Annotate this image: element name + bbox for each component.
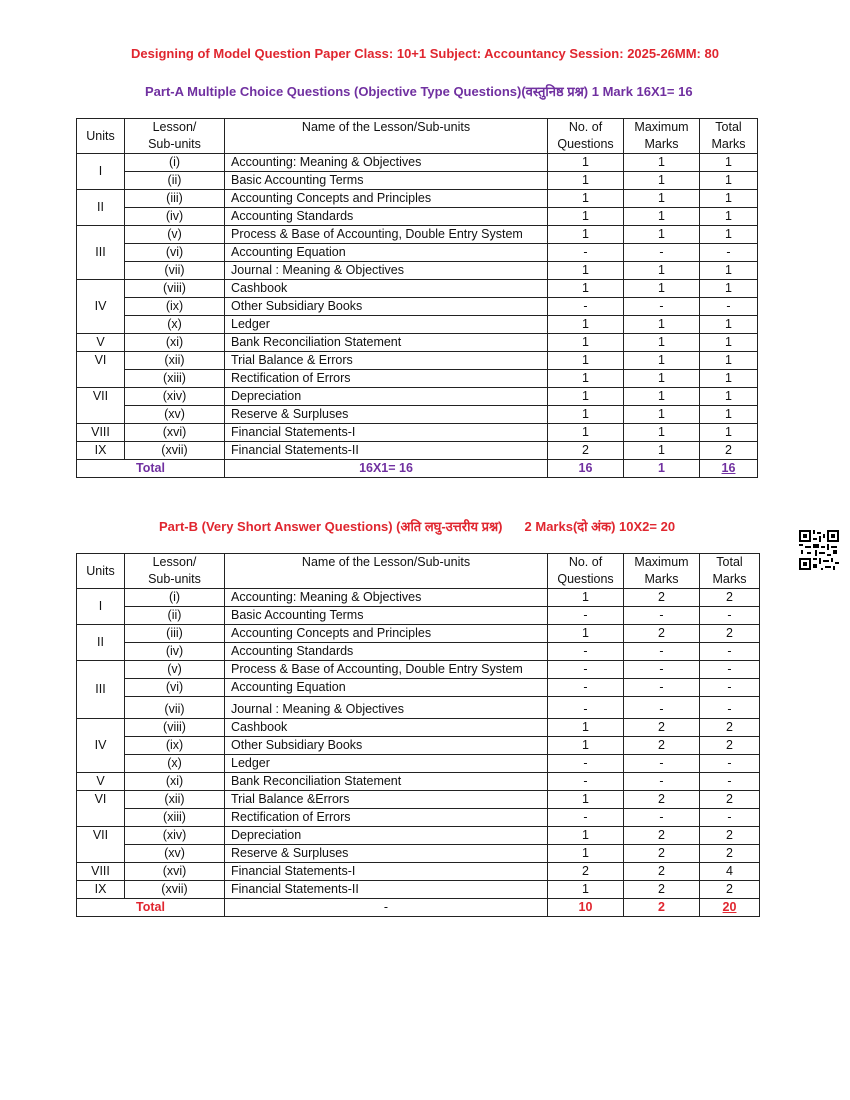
questions-cell: 1 xyxy=(548,334,624,352)
lesson-name-cell: Other Subsidiary Books xyxy=(225,298,548,316)
part-a-heading: Part-A Multiple Choice Questions (Objective Type Questions)(वस्तुनिष्ठ प्रश्न) 1 Mark 16X1= 16 xyxy=(145,84,693,99)
max-marks-cell: 1 xyxy=(624,352,700,370)
total-marks-cell: 2 xyxy=(700,827,760,845)
lesson-name-cell: Process & Base of Accounting, Double Entry System xyxy=(225,661,548,679)
questions-cell: 1 xyxy=(548,881,624,899)
total-row xyxy=(77,899,760,917)
table-row xyxy=(77,316,758,334)
sub-unit-cell: (xv) xyxy=(125,406,225,424)
max-marks-cell: 1 xyxy=(624,172,700,190)
max-marks-cell: - xyxy=(624,643,700,661)
total-marks: 16 xyxy=(700,460,758,478)
table-row xyxy=(77,737,760,755)
lesson-name-cell: Bank Reconciliation Statement xyxy=(225,773,548,791)
questions-cell: 1 xyxy=(548,154,624,172)
total-marks-cell: - xyxy=(700,661,760,679)
sub-unit-cell: (xvi) xyxy=(125,424,225,442)
lesson-name-cell: Cashbook xyxy=(225,280,548,298)
questions-cell: 1 xyxy=(548,226,624,244)
part-b-heading-marks: 2 Marks(दो अंक) 10X2= 20 xyxy=(524,519,676,534)
col-header-questions: No. of Questions xyxy=(548,119,624,154)
total-marks-cell: 4 xyxy=(700,863,760,881)
table-row xyxy=(77,190,758,208)
questions-cell: 1 xyxy=(548,845,624,863)
total-marks-cell: - xyxy=(700,244,758,262)
sub-unit-cell: (xi) xyxy=(125,334,225,352)
total-marks-cell: 2 xyxy=(700,589,760,607)
unit-cell: IX xyxy=(77,442,125,460)
table-row xyxy=(77,719,760,737)
table-row xyxy=(77,208,758,226)
col-header-total-marks: Total Marks xyxy=(700,554,760,589)
max-marks-cell: 1 xyxy=(624,370,700,388)
max-marks-cell: 2 xyxy=(624,863,700,881)
unit-cell: V xyxy=(77,334,125,352)
lesson-name-cell: Reserve & Surpluses xyxy=(225,845,548,863)
sub-unit-cell: (xv) xyxy=(125,845,225,863)
lesson-name-cell: Accounting Standards xyxy=(225,208,548,226)
lesson-name-cell: Trial Balance &Errors xyxy=(225,791,548,809)
questions-cell: 1 xyxy=(548,406,624,424)
unit-cell: VIII xyxy=(77,424,125,442)
sub-unit-cell: (iv) xyxy=(125,643,225,661)
questions-cell: - xyxy=(548,661,624,679)
max-marks-cell: 2 xyxy=(624,881,700,899)
sub-unit-cell: (xii) xyxy=(125,352,225,370)
sub-unit-cell: (xiii) xyxy=(125,370,225,388)
lesson-name-cell: Depreciation xyxy=(225,827,548,845)
total-max-marks: 1 xyxy=(624,460,700,478)
sub-unit-cell: (iii) xyxy=(125,625,225,643)
total-marks-cell: 1 xyxy=(700,334,758,352)
col-header-max-marks: Maximum Marks xyxy=(624,119,700,154)
sub-unit-cell: (i) xyxy=(125,154,225,172)
lesson-name-cell: Cashbook xyxy=(225,719,548,737)
total-marks-cell: 2 xyxy=(700,881,760,899)
lesson-name-cell: Financial Statements-I xyxy=(225,424,548,442)
table-row xyxy=(77,406,758,424)
max-marks-cell: - xyxy=(624,773,700,791)
lesson-name-cell: Other Subsidiary Books xyxy=(225,737,548,755)
max-marks-cell: 1 xyxy=(624,442,700,460)
total-marks-cell: - xyxy=(700,643,760,661)
sub-unit-cell: (xvii) xyxy=(125,881,225,899)
table-row xyxy=(77,370,758,388)
total-row xyxy=(77,460,758,478)
total-marks-cell: - xyxy=(700,697,760,719)
sub-unit-cell: (ix) xyxy=(125,298,225,316)
lesson-name-cell: Financial Statements-I xyxy=(225,863,548,881)
max-marks-cell: 1 xyxy=(624,334,700,352)
paper-title: Designing of Model Question Paper Class: 10+1 Subject: Accountancy Session: 2025-26MM: 80 xyxy=(131,46,719,61)
questions-cell: - xyxy=(548,773,624,791)
total-marks-cell: - xyxy=(700,755,760,773)
questions-cell: 1 xyxy=(548,388,624,406)
max-marks-cell: 2 xyxy=(624,827,700,845)
total-marks-cell: 1 xyxy=(700,154,758,172)
questions-cell: 1 xyxy=(548,352,624,370)
total-marks-cell: 1 xyxy=(700,226,758,244)
lesson-name-cell: Accounting Equation xyxy=(225,244,548,262)
questions-cell: - xyxy=(548,809,624,827)
lesson-name-cell: Bank Reconciliation Statement xyxy=(225,334,548,352)
total-marks-cell: 2 xyxy=(700,442,758,460)
total-marks-cell: 1 xyxy=(700,172,758,190)
max-marks-cell: 2 xyxy=(624,719,700,737)
total-marks: 20 xyxy=(700,899,760,917)
max-marks-cell: 1 xyxy=(624,424,700,442)
total-questions: 16 xyxy=(548,460,624,478)
sub-unit-cell: (vi) xyxy=(125,679,225,697)
questions-cell: 1 xyxy=(548,589,624,607)
sub-unit-cell: (xvi) xyxy=(125,863,225,881)
total-marks-cell: - xyxy=(700,679,760,697)
lesson-name-cell: Accounting Concepts and Principles xyxy=(225,190,548,208)
questions-cell: 1 xyxy=(548,280,624,298)
max-marks-cell: - xyxy=(624,679,700,697)
total-marks-cell: 1 xyxy=(700,262,758,280)
max-marks-cell: 1 xyxy=(624,406,700,424)
unit-cell: III xyxy=(77,661,125,719)
table-row xyxy=(77,172,758,190)
unit-cell: VII xyxy=(77,388,125,424)
table-row xyxy=(77,697,760,719)
lesson-name-cell: Ledger xyxy=(225,316,548,334)
total-formula: - xyxy=(225,899,548,917)
lesson-name-cell: Process & Base of Accounting, Double Entry System xyxy=(225,226,548,244)
col-header-questions: No. of Questions xyxy=(548,554,624,589)
questions-cell: 1 xyxy=(548,827,624,845)
questions-cell: 1 xyxy=(548,791,624,809)
unit-cell: III xyxy=(77,226,125,280)
sub-unit-cell: (vii) xyxy=(125,262,225,280)
lesson-name-cell: Journal : Meaning & Objectives xyxy=(225,262,548,280)
questions-cell: - xyxy=(548,643,624,661)
questions-cell: 1 xyxy=(548,370,624,388)
part-b-heading-title: Part-B (Very Short Answer Questions) (अति लघु-उत्तरीय प्रश्न) xyxy=(159,519,503,534)
table-row xyxy=(77,388,758,406)
questions-cell: - xyxy=(548,298,624,316)
max-marks-cell: 1 xyxy=(624,262,700,280)
max-marks-cell: 2 xyxy=(624,845,700,863)
lesson-name-cell: Ledger xyxy=(225,755,548,773)
sub-unit-cell: (ix) xyxy=(125,737,225,755)
max-marks-cell: 2 xyxy=(624,791,700,809)
questions-cell: - xyxy=(548,755,624,773)
table-row xyxy=(77,298,758,316)
unit-cell: II xyxy=(77,190,125,226)
total-marks-cell: 1 xyxy=(700,316,758,334)
questions-cell: - xyxy=(548,244,624,262)
total-marks-cell: 1 xyxy=(700,388,758,406)
part-b-table xyxy=(76,553,760,917)
max-marks-cell: 2 xyxy=(624,625,700,643)
questions-cell: 1 xyxy=(548,208,624,226)
sub-unit-cell: (xii) xyxy=(125,791,225,809)
table-row xyxy=(77,643,760,661)
lesson-name-cell: Rectification of Errors xyxy=(225,370,548,388)
col-header-total-marks: Total Marks xyxy=(700,119,758,154)
max-marks-cell: 2 xyxy=(624,589,700,607)
questions-cell: - xyxy=(548,607,624,625)
lesson-name-cell: Accounting: Meaning & Objectives xyxy=(225,154,548,172)
sub-unit-cell: (x) xyxy=(125,755,225,773)
max-marks-cell: 1 xyxy=(624,154,700,172)
col-header-lesson-name: Name of the Lesson/Sub-units xyxy=(225,119,548,154)
total-marks-cell: 1 xyxy=(700,352,758,370)
lesson-name-cell: Accounting Concepts and Principles xyxy=(225,625,548,643)
total-marks-cell: 2 xyxy=(700,625,760,643)
total-marks-cell: - xyxy=(700,809,760,827)
total-marks-cell: 1 xyxy=(700,190,758,208)
table-row xyxy=(77,679,760,697)
max-marks-cell: 1 xyxy=(624,226,700,244)
total-marks-cell: - xyxy=(700,773,760,791)
unit-cell: VIII xyxy=(77,863,125,881)
max-marks-cell: 1 xyxy=(624,208,700,226)
table-row xyxy=(77,845,760,863)
questions-cell: 1 xyxy=(548,172,624,190)
part-b-heading xyxy=(159,517,675,535)
lesson-name-cell: Basic Accounting Terms xyxy=(225,607,548,625)
col-header-sub-units: Lesson/ Sub-units xyxy=(125,554,225,589)
col-header-sub-units: Lesson/ Sub-units xyxy=(125,119,225,154)
unit-cell: IV xyxy=(77,280,125,334)
questions-cell: 1 xyxy=(548,625,624,643)
sub-unit-cell: (xiii) xyxy=(125,809,225,827)
total-questions: 10 xyxy=(548,899,624,917)
table-row xyxy=(77,607,760,625)
table-row xyxy=(77,154,758,172)
sub-unit-cell: (xiv) xyxy=(125,388,225,406)
sub-unit-cell: (vii) xyxy=(125,697,225,719)
total-marks-cell: 2 xyxy=(700,791,760,809)
total-marks-cell: - xyxy=(700,298,758,316)
questions-cell: - xyxy=(548,697,624,719)
sub-unit-cell: (viii) xyxy=(125,719,225,737)
sub-unit-cell: (x) xyxy=(125,316,225,334)
qr-code-icon xyxy=(799,530,839,570)
lesson-name-cell: Trial Balance & Errors xyxy=(225,352,548,370)
total-marks-cell: 2 xyxy=(700,719,760,737)
col-header-max-marks: Maximum Marks xyxy=(624,554,700,589)
total-marks-cell: - xyxy=(700,607,760,625)
unit-cell: I xyxy=(77,154,125,190)
questions-cell: 1 xyxy=(548,719,624,737)
total-label: Total xyxy=(77,899,225,917)
max-marks-cell: 1 xyxy=(624,280,700,298)
max-marks-cell: 1 xyxy=(624,190,700,208)
table-header-row xyxy=(77,554,760,589)
max-marks-cell: - xyxy=(624,661,700,679)
table-header-row xyxy=(77,119,758,154)
lesson-name-cell: Accounting: Meaning & Objectives xyxy=(225,589,548,607)
unit-cell: V xyxy=(77,773,125,791)
table-row xyxy=(77,589,760,607)
table-row xyxy=(77,661,760,679)
sub-unit-cell: (v) xyxy=(125,661,225,679)
lesson-name-cell: Depreciation xyxy=(225,388,548,406)
sub-unit-cell: (iv) xyxy=(125,208,225,226)
max-marks-cell: - xyxy=(624,244,700,262)
questions-cell: 1 xyxy=(548,316,624,334)
sub-unit-cell: (v) xyxy=(125,226,225,244)
table-row xyxy=(77,352,758,370)
lesson-name-cell: Financial Statements-II xyxy=(225,881,548,899)
max-marks-cell: - xyxy=(624,607,700,625)
unit-cell: VI xyxy=(77,791,125,827)
sub-unit-cell: (ii) xyxy=(125,172,225,190)
table-row xyxy=(77,773,760,791)
sub-unit-cell: (xvii) xyxy=(125,442,225,460)
table-row xyxy=(77,791,760,809)
table-row xyxy=(77,863,760,881)
col-header-lesson-name: Name of the Lesson/Sub-units xyxy=(225,554,548,589)
sub-unit-cell: (viii) xyxy=(125,280,225,298)
table-row xyxy=(77,334,758,352)
unit-cell: IX xyxy=(77,881,125,899)
lesson-name-cell: Journal : Meaning & Objectives xyxy=(225,697,548,719)
unit-cell: VI xyxy=(77,352,125,388)
table-row xyxy=(77,262,758,280)
sub-unit-cell: (ii) xyxy=(125,607,225,625)
unit-cell: I xyxy=(77,589,125,625)
sub-unit-cell: (vi) xyxy=(125,244,225,262)
total-marks-cell: 1 xyxy=(700,406,758,424)
max-marks-cell: - xyxy=(624,755,700,773)
lesson-name-cell: Reserve & Surpluses xyxy=(225,406,548,424)
total-label: Total xyxy=(77,460,225,478)
max-marks-cell: 2 xyxy=(624,737,700,755)
lesson-name-cell: Rectification of Errors xyxy=(225,809,548,827)
table-row xyxy=(77,827,760,845)
total-marks-cell: 1 xyxy=(700,208,758,226)
table-row xyxy=(77,755,760,773)
lesson-name-cell: Financial Statements-II xyxy=(225,442,548,460)
questions-cell: 2 xyxy=(548,863,624,881)
table-row xyxy=(77,809,760,827)
lesson-name-cell: Basic Accounting Terms xyxy=(225,172,548,190)
questions-cell: 1 xyxy=(548,424,624,442)
total-marks-cell: 2 xyxy=(700,845,760,863)
total-formula: 16X1= 16 xyxy=(225,460,548,478)
sub-unit-cell: (xi) xyxy=(125,773,225,791)
total-marks-cell: 1 xyxy=(700,370,758,388)
table-row xyxy=(77,442,758,460)
total-max-marks: 2 xyxy=(624,899,700,917)
lesson-name-cell: Accounting Equation xyxy=(225,679,548,697)
part-a-table xyxy=(76,118,758,478)
table-row xyxy=(77,625,760,643)
max-marks-cell: - xyxy=(624,809,700,827)
unit-cell: II xyxy=(77,625,125,661)
total-marks-cell: 2 xyxy=(700,737,760,755)
sub-unit-cell: (xiv) xyxy=(125,827,225,845)
unit-cell: VII xyxy=(77,827,125,863)
col-header-units: Units xyxy=(77,119,125,154)
unit-cell: IV xyxy=(77,719,125,773)
col-header-units: Units xyxy=(77,554,125,589)
sub-unit-cell: (i) xyxy=(125,589,225,607)
max-marks-cell: 1 xyxy=(624,388,700,406)
max-marks-cell: - xyxy=(624,697,700,719)
table-row xyxy=(77,226,758,244)
questions-cell: 1 xyxy=(548,737,624,755)
table-row xyxy=(77,881,760,899)
questions-cell: 2 xyxy=(548,442,624,460)
questions-cell: 1 xyxy=(548,190,624,208)
total-marks-cell: 1 xyxy=(700,424,758,442)
questions-cell: - xyxy=(548,679,624,697)
sub-unit-cell: (iii) xyxy=(125,190,225,208)
max-marks-cell: - xyxy=(624,298,700,316)
table-row xyxy=(77,244,758,262)
table-row xyxy=(77,424,758,442)
total-marks-cell: 1 xyxy=(700,280,758,298)
max-marks-cell: 1 xyxy=(624,316,700,334)
table-row xyxy=(77,280,758,298)
lesson-name-cell: Accounting Standards xyxy=(225,643,548,661)
questions-cell: 1 xyxy=(548,262,624,280)
